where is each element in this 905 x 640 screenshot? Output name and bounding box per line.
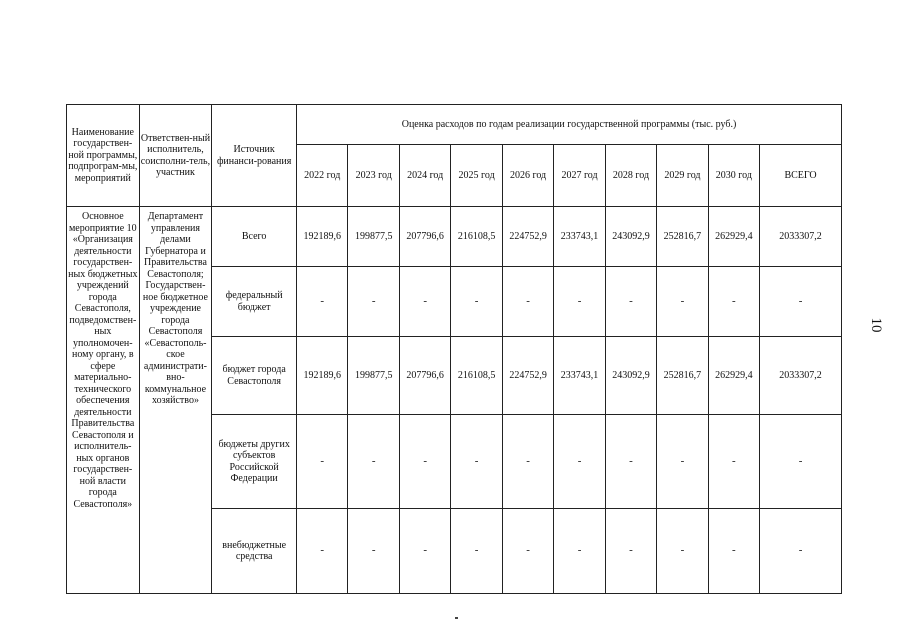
- value-cell: 207796,6: [399, 207, 450, 267]
- value-cell: 216108,5: [451, 207, 502, 267]
- value-cell: -: [399, 509, 450, 594]
- value-cell: -: [399, 267, 450, 337]
- total-cell: 2033307,2: [760, 337, 842, 415]
- scan-artifact-dot: [455, 617, 458, 619]
- value-cell: -: [657, 509, 708, 594]
- value-cell: -: [605, 415, 656, 509]
- value-cell: -: [348, 509, 399, 594]
- value-cell: -: [451, 267, 502, 337]
- value-cell: 199877,5: [348, 337, 399, 415]
- program-name-cell: Основное мероприятие 10 «Организация деятельности государствен-ных бюджетных учреждений города Севастополя, подведомствен-ных уполномочен-ному органу, в сфере материально-технического обеспечения деятельности Правительства Севастополя и исполнитель-ных органов государствен-ной власти города Севастополя»: [67, 207, 140, 594]
- value-cell: -: [348, 415, 399, 509]
- total-cell: -: [760, 509, 842, 594]
- value-cell: -: [605, 509, 656, 594]
- header-estimate-title: Оценка расходов по годам реализации государственной программы (тыс. руб.): [297, 105, 842, 145]
- total-cell: -: [760, 267, 842, 337]
- value-cell: 262929,4: [708, 207, 759, 267]
- header-funding-source: Источник финанси-рования: [212, 105, 297, 207]
- funding-source-cell: федеральный бюджет: [212, 267, 297, 337]
- header-year: 2028 год: [605, 145, 656, 207]
- value-cell: -: [708, 509, 759, 594]
- value-cell: 252816,7: [657, 337, 708, 415]
- total-cell: -: [760, 415, 842, 509]
- value-cell: 199877,5: [348, 207, 399, 267]
- value-cell: -: [502, 267, 553, 337]
- value-cell: -: [451, 415, 502, 509]
- value-cell: 207796,6: [399, 337, 450, 415]
- header-year: 2026 год: [502, 145, 553, 207]
- funding-source-cell: Всего: [212, 207, 297, 267]
- header-row-top: [67, 105, 842, 145]
- value-cell: -: [708, 267, 759, 337]
- value-cell: 224752,9: [502, 207, 553, 267]
- header-year: 2027 год: [554, 145, 605, 207]
- value-cell: -: [657, 267, 708, 337]
- value-cell: -: [451, 509, 502, 594]
- header-year: 2022 год: [297, 145, 348, 207]
- value-cell: -: [554, 509, 605, 594]
- header-year: 2024 год: [399, 145, 450, 207]
- value-cell: -: [605, 267, 656, 337]
- header-program-name: Наименование государствен-ной программы, подпрограм-мы, мероприятий: [67, 105, 140, 207]
- header-year: 2023 год: [348, 145, 399, 207]
- header-year: 2025 год: [451, 145, 502, 207]
- value-cell: 224752,9: [502, 337, 553, 415]
- funding-source-cell: бюджет города Севастополя: [212, 337, 297, 415]
- value-cell: 192189,6: [297, 337, 348, 415]
- value-cell: -: [297, 267, 348, 337]
- table-body: [67, 105, 842, 594]
- budget-table: [66, 104, 842, 594]
- funding-source-cell: внебюджетные средства: [212, 509, 297, 594]
- value-cell: -: [297, 415, 348, 509]
- value-cell: 252816,7: [657, 207, 708, 267]
- value-cell: 192189,6: [297, 207, 348, 267]
- value-cell: -: [708, 415, 759, 509]
- header-year: 2029 год: [657, 145, 708, 207]
- value-cell: -: [657, 415, 708, 509]
- total-cell: 2033307,2: [760, 207, 842, 267]
- value-cell: 243092,9: [605, 337, 656, 415]
- value-cell: 233743,1: [554, 337, 605, 415]
- value-cell: 216108,5: [451, 337, 502, 415]
- value-cell: 262929,4: [708, 337, 759, 415]
- funding-source-cell: бюджеты других субъектов Российской Федерации: [212, 415, 297, 509]
- header-responsible: Ответствен-ный исполнитель, соисполни-тель, участник: [139, 105, 212, 207]
- header-year: 2030 год: [708, 145, 759, 207]
- header-total: ВСЕГО: [760, 145, 842, 207]
- value-cell: -: [502, 509, 553, 594]
- page-number: 10: [868, 317, 884, 333]
- value-cell: -: [399, 415, 450, 509]
- table-row: [67, 207, 842, 267]
- value-cell: -: [297, 509, 348, 594]
- responsible-cell: Департамент управления делами Губернатора и Правительства Севастополя; Государствен-ное бюджетное учреждение города Севастополя «Севастополь-ское администрати-вно-коммунальное хозяйство»: [139, 207, 212, 594]
- value-cell: -: [348, 267, 399, 337]
- value-cell: 233743,1: [554, 207, 605, 267]
- value-cell: -: [554, 415, 605, 509]
- value-cell: -: [554, 267, 605, 337]
- value-cell: -: [502, 415, 553, 509]
- value-cell: 243092,9: [605, 207, 656, 267]
